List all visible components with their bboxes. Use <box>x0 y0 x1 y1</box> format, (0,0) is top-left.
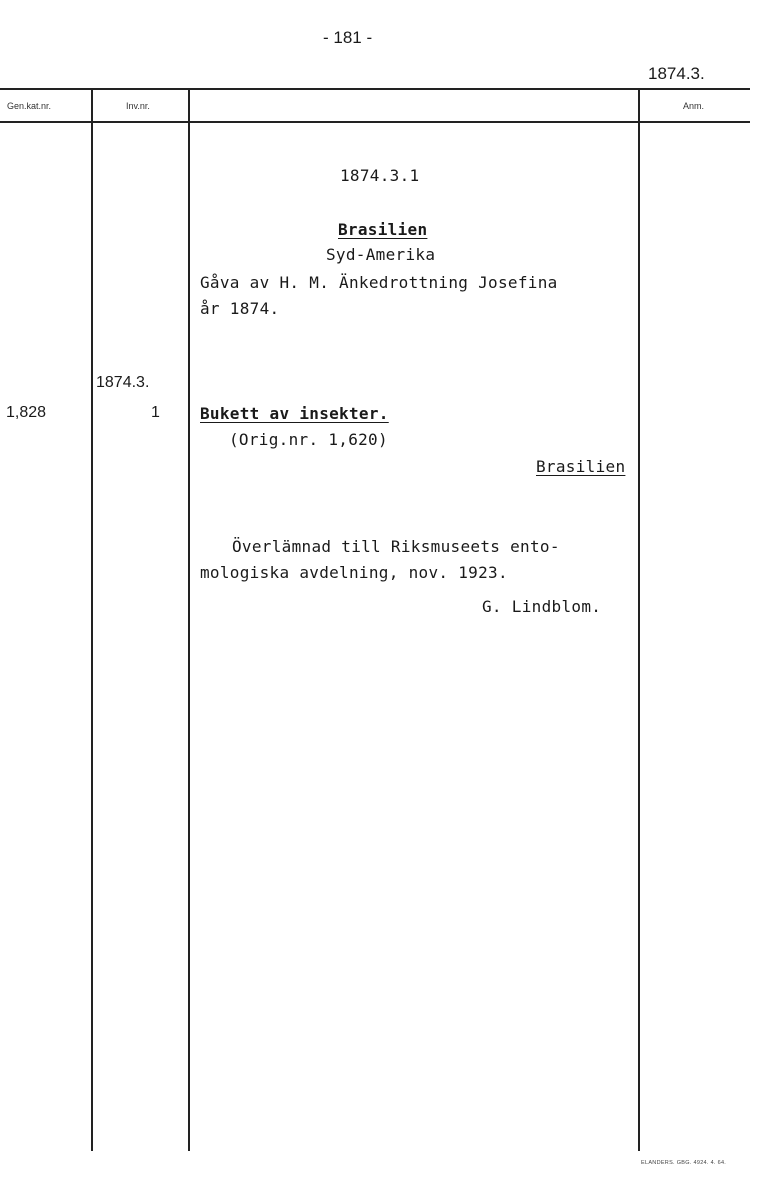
page-number: - 181 - <box>323 28 373 47</box>
inv-nr-value: 1 <box>151 404 160 421</box>
collection-country: Brasilien <box>338 220 428 239</box>
collection-region: Syd-Amerika <box>326 245 436 264</box>
column-divider-2 <box>188 89 190 1151</box>
collection-number: 1874.3.1 <box>340 166 420 185</box>
note-line-2: mologiska avdelning, nov. 1923. <box>200 563 508 582</box>
column-header-inv-nr: Inv.nr. <box>126 101 150 111</box>
column-header-gen-kat-nr: Gen.kat.nr. <box>7 101 52 111</box>
printer-mark: ELANDERS. GBG. 4924. 4. 64. <box>641 1160 727 1166</box>
entry-orig-nr: (Orig.nr. 1,620) <box>229 430 388 449</box>
entry-origin: Brasilien <box>536 457 626 476</box>
note-line-1: Överlämnad till Riksmuseets ento- <box>232 537 560 556</box>
note-signature: G. Lindblom. <box>482 597 602 616</box>
column-divider-3 <box>638 89 640 1151</box>
entry-title: Bukett av insekter. <box>200 404 389 423</box>
column-divider-1 <box>91 89 93 1151</box>
inv-prefix: 1874.3. <box>96 374 150 391</box>
donation-line-2: år 1874. <box>200 299 280 318</box>
catalog-reference: 1874.3. <box>648 64 705 83</box>
gen-kat-nr-value: 1,828 <box>6 404 47 421</box>
column-header-anm: Anm. <box>683 101 705 111</box>
donation-line-1: Gåva av H. M. Änkedrottning Josefina <box>200 273 558 292</box>
